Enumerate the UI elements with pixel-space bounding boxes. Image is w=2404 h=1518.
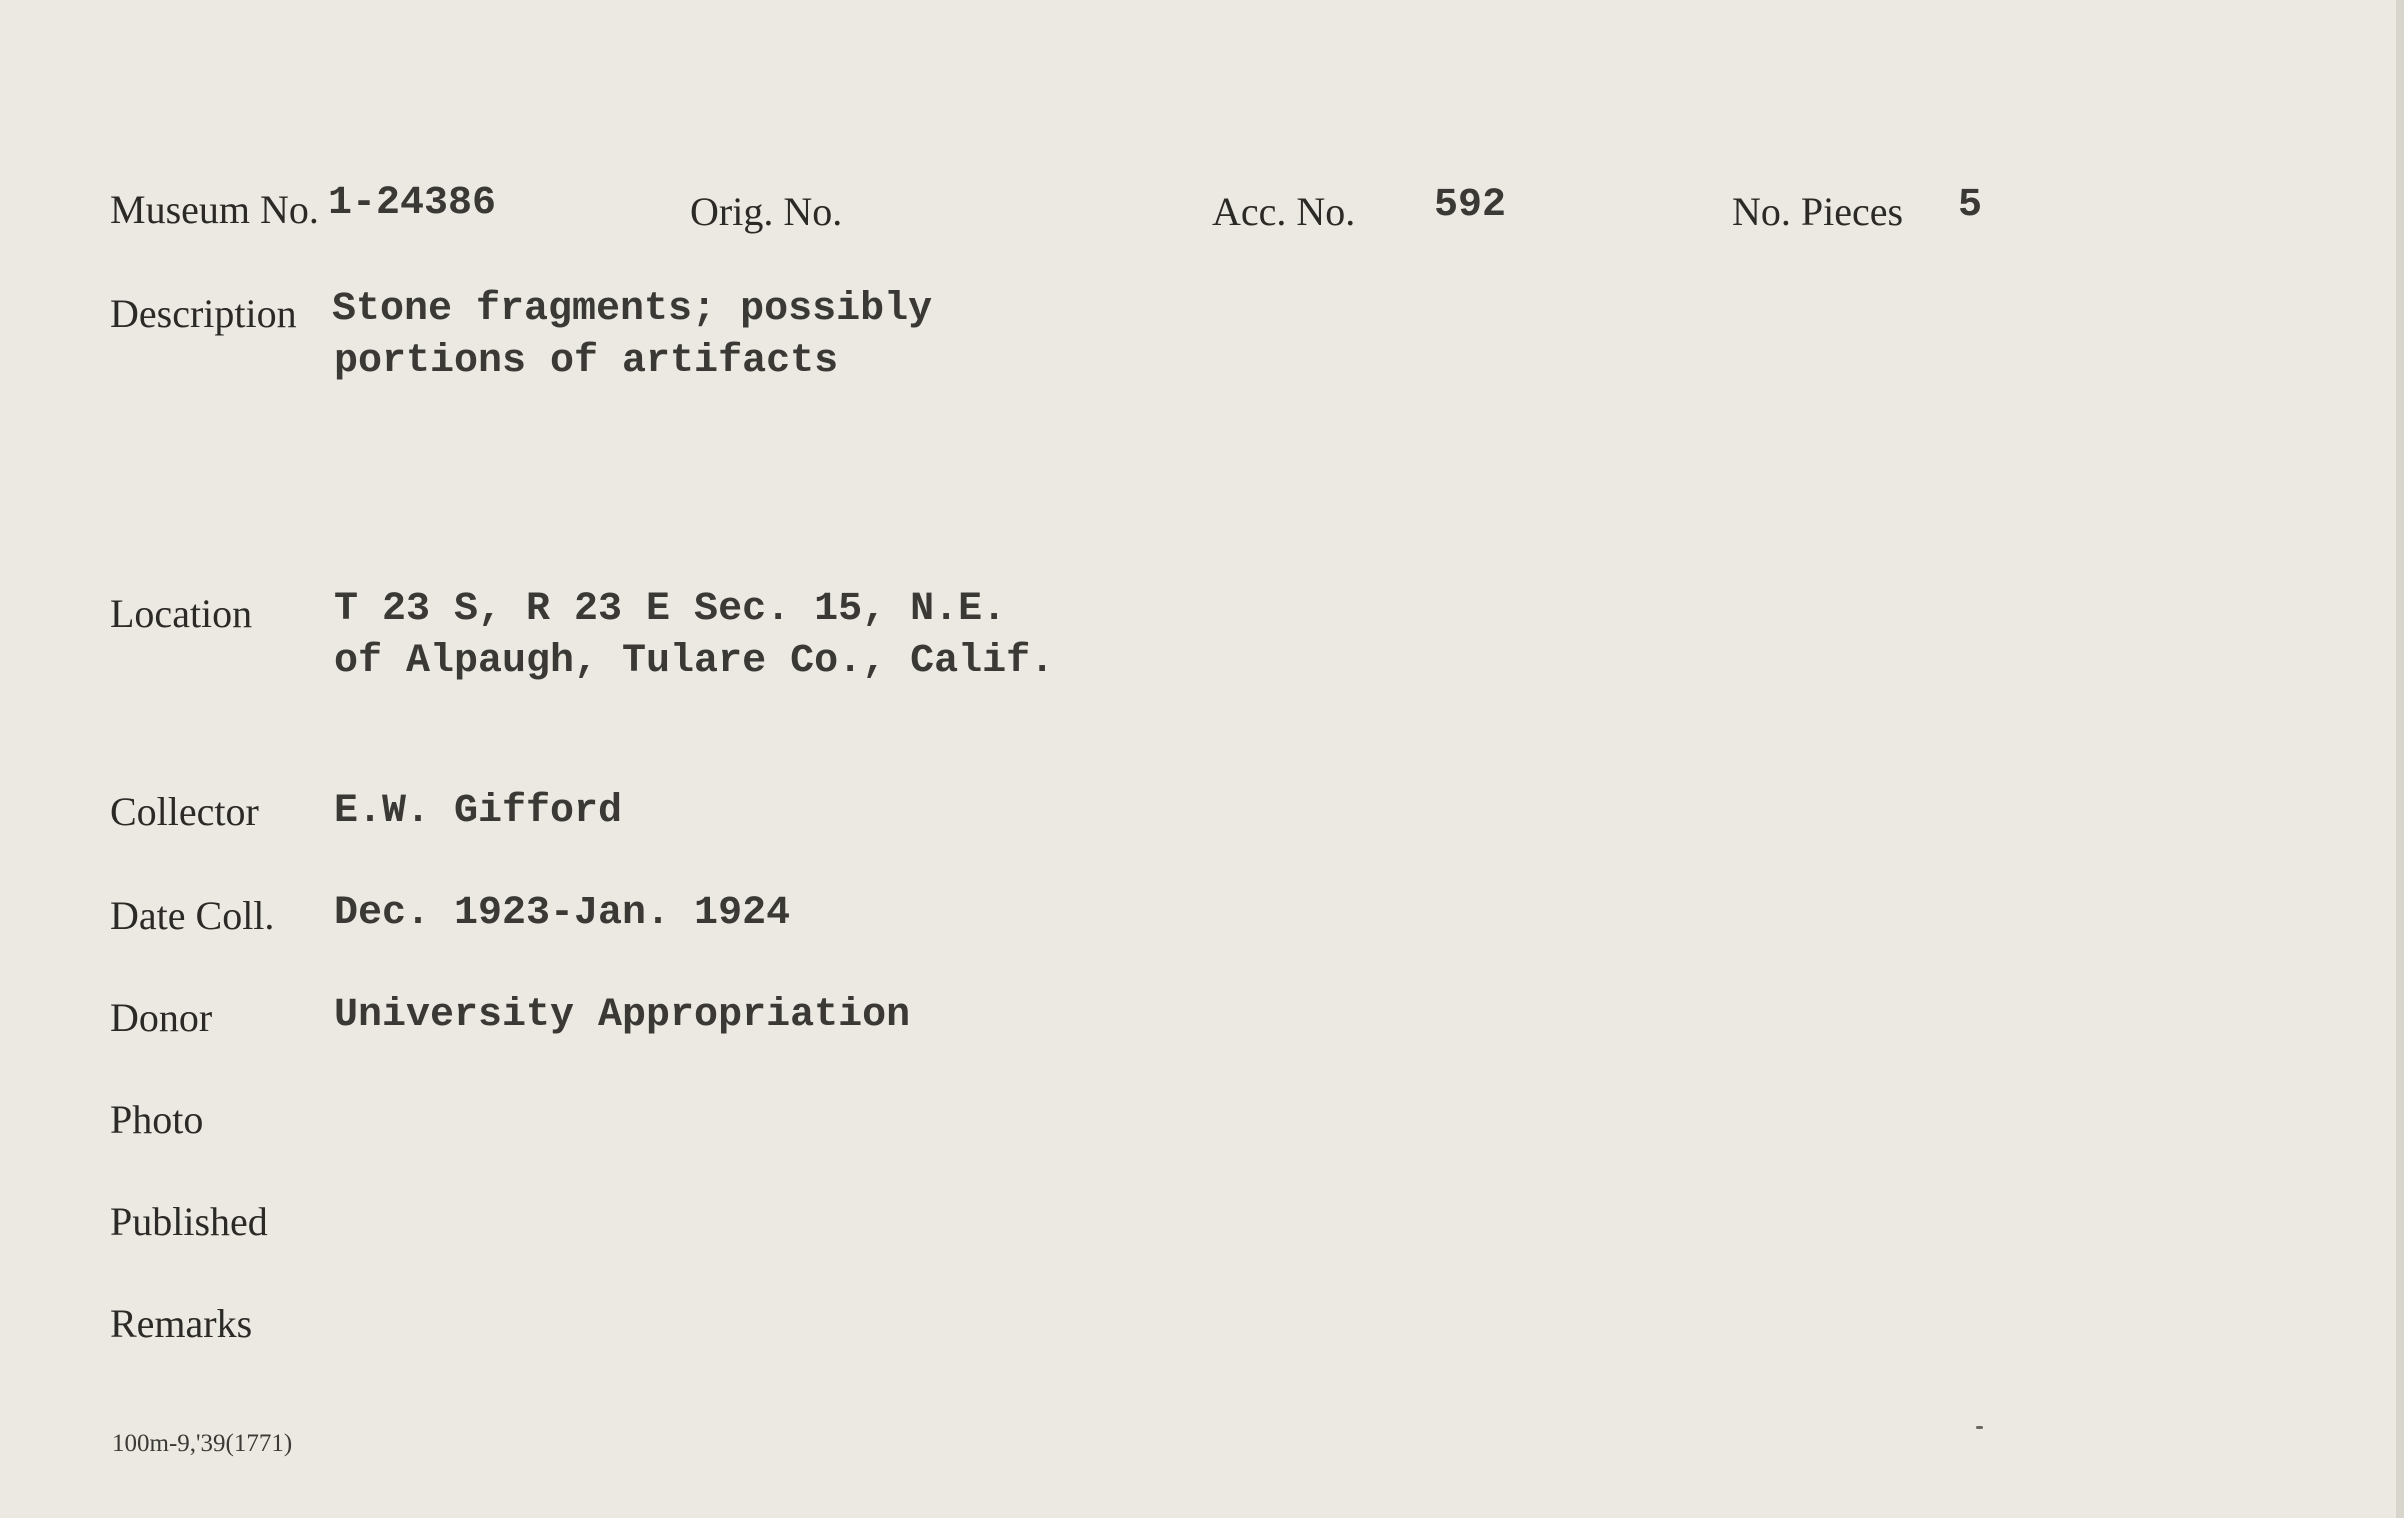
remarks-label: Remarks: [110, 1301, 253, 1346]
description-line-1: Stone fragments; possibly: [332, 287, 933, 332]
published-label: Published: [110, 1199, 268, 1244]
collector-value: E.W. Gifford: [334, 789, 623, 834]
description-label: Description: [110, 291, 297, 336]
description-line-2: portions of artifacts: [334, 339, 839, 384]
speck-mark: [1976, 1426, 1983, 1429]
museum-no-value: 1-24386: [328, 181, 497, 226]
photo-label: Photo: [110, 1097, 204, 1142]
date-coll-label: Date Coll.: [110, 893, 275, 938]
collector-label: Collector: [110, 789, 259, 834]
location-line-2: of Alpaugh, Tulare Co., Calif.: [334, 639, 1055, 684]
form-code: 100m-9,'39(1771): [112, 1430, 293, 1457]
acc-no-value: 592: [1434, 183, 1507, 228]
date-coll-value: Dec. 1923-Jan. 1924: [334, 891, 791, 936]
orig-no-label: Orig. No.: [690, 189, 843, 234]
location-line-1: T 23 S, R 23 E Sec. 15, N.E.: [334, 587, 1007, 632]
donor-value: University Appropriation: [334, 993, 911, 1038]
no-pieces-label: No. Pieces: [1732, 189, 1904, 234]
no-pieces-value: 5: [1958, 183, 1983, 228]
donor-label: Donor: [110, 995, 213, 1040]
museum-no-label: Museum No.: [110, 187, 319, 232]
acc-no-label: Acc. No.: [1212, 189, 1356, 234]
location-label: Location: [110, 591, 253, 636]
